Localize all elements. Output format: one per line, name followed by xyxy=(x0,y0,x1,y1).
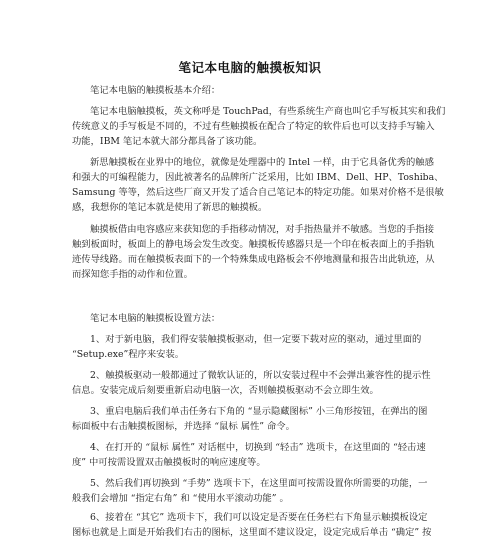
para1-line2: 传统意义的手写板是不同的，不过有些触摸板在配合了特定的软件后也可以支持手写输入 xyxy=(72,121,435,132)
para2-line4: 感，我想你的笔记本就是使用了新思的触摸板。 xyxy=(72,202,268,213)
para2-line2: 和强大的可编程能力，因此被著名的品牌所广泛采用，比如 IBM、Dell、HP、Toshiba、 xyxy=(72,172,444,183)
para3-line3: 迹传导线路。而在触摸板表面下的一个特殊集成电路板会不停地测量和报告出此轨迹，从 xyxy=(72,254,435,265)
para2-line1: 新思触摸板在业界中的地位，就像是处理器中的 Intel 一样，由于它具备优秀的触感 xyxy=(90,157,434,168)
para1-line3: 功能，IBM 笔记本就大部分都具备了该功能。 xyxy=(72,136,263,147)
step3-line1: 3、重启电脑后我们单击任务右下角的 “显示隐藏图标” 小三角形按钮，在弹出的图 xyxy=(90,406,428,417)
step4-line1: 4、在打开的 “鼠标 属性” 对话框中，切换到 “轻击” 选项卡，在这里面的 “轻击速 xyxy=(90,442,426,453)
step6-line1: 6、接着在 “其它” 选项卡下，我们可以设定是否要在任务栏右下角显示触摸板设定 xyxy=(90,512,428,523)
para3-line4: 而探知您手指的动作和位置。 xyxy=(72,269,193,280)
step1-line1: 1、对于新电脑，我们得安装触摸板驱动，但一定要下载对应的驱动，通过里面的 xyxy=(90,334,422,345)
step2-line2: 信息。安装完成后刻要重新启动电脑一次，否则触摸板驱动不会立即生效。 xyxy=(72,385,379,396)
settings-heading: 笔记本电脑的触摸板设置方法： xyxy=(90,313,221,324)
intro-heading: 笔记本电脑的触摸板基本介绍： xyxy=(90,85,221,96)
step3-line2: 标面板中右击触摸板图标，并选择 “鼠标 属性” 命令。 xyxy=(72,421,295,432)
para1-line1: 笔记本电脑触摸板，英文称呼是 TouchPad，有些系统生产商也叫它手写板其实和我们 xyxy=(90,106,446,117)
step1-line2: “Setup.exe”程序来安装。 xyxy=(72,349,185,360)
document-title: 笔记本电脑的触摸板知识 xyxy=(178,60,322,75)
para3-line1: 触摸板借由电容感应来获知您的手指移动情况，对手指热量并不敏感。当您的手指接 xyxy=(90,224,434,235)
para2-line3: Samsung 等等，然后这些厂商又开发了适合自己笔记本的特定功能。如果对价格不是很敏 xyxy=(72,187,444,198)
step5-line1: 5、然后我们再切换到 “手势” 选项卡下，在这里面可按需设置你所需要的功能，一 xyxy=(90,478,428,489)
para3-line2: 触到板面时，板面上的静电场会发生改变。触摸板传感器只是一个印在板表面上的手指轨 xyxy=(72,239,435,250)
step4-line2: 度” 中可按需设置双击触摸板时的响应速度等。 xyxy=(72,457,266,468)
step2-line1: 2、触摸板驱动一般都通过了微软认证的，所以安装过程中不会弹出兼容性的提示性 xyxy=(90,370,431,381)
step5-line2: 般我们会增加 “指定右角” 和 “使用水平滚动功能” 。 xyxy=(72,493,289,504)
step6-line2: 图标也就是上面是开始我们右击的图标，这里面不建议设定，设定完成后单击 “确定” 按 xyxy=(72,527,432,538)
